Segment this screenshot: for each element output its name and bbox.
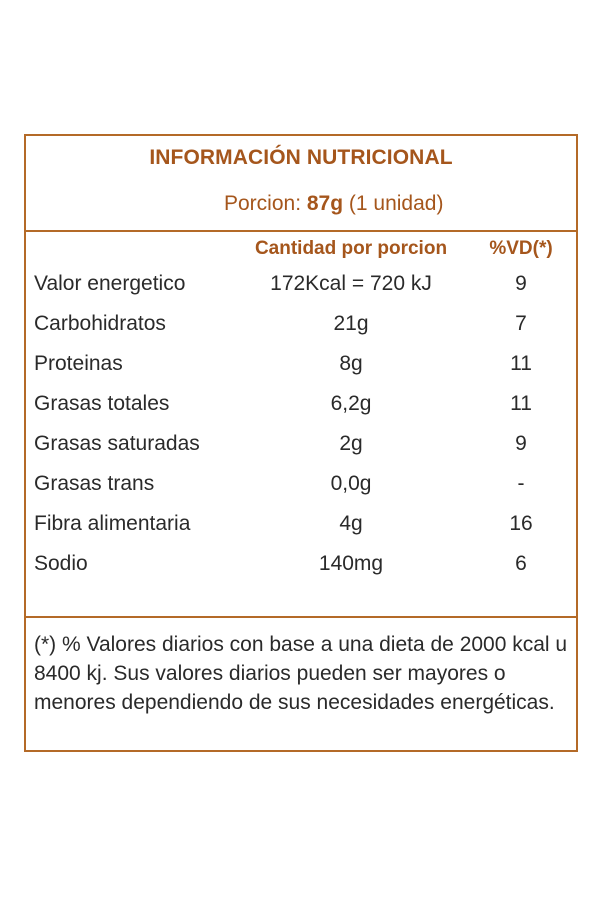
nutrient-name: Grasas saturadas <box>34 432 200 455</box>
nutrient-amount: 21g <box>333 312 369 335</box>
nutrient-name: Sodio <box>34 552 88 575</box>
nutrient-vd: 16 <box>509 512 533 535</box>
table-row <box>26 352 576 382</box>
table-row <box>26 392 576 422</box>
nutrient-vd: - <box>517 472 525 495</box>
nutrient-amount: 140mg <box>318 552 384 575</box>
nutrient-name: Carbohidratos <box>34 312 166 335</box>
portion-suffix: (1 unidad) <box>343 192 444 215</box>
nutrient-amount: 8g <box>339 352 363 375</box>
nutrient-vd: 11 <box>510 392 532 415</box>
nutrient-vd: 11 <box>510 352 532 375</box>
portion-prefix: Porcion: <box>224 192 307 215</box>
portion-line <box>224 192 443 216</box>
nutrient-name: Proteinas <box>34 352 123 375</box>
table-row <box>26 512 576 542</box>
table-row <box>26 472 576 502</box>
label-footnote-section <box>26 616 576 752</box>
nutrient-amount: 2g <box>339 432 363 455</box>
table-row <box>26 272 576 302</box>
portion-amount: 87g <box>306 192 344 215</box>
table-row <box>26 432 576 462</box>
nutrient-vd: 6 <box>515 552 527 575</box>
footnote: (*) % Valores diarios con base a una dieta de 2000 kcal u 8400 kj. Sus valores diarios pueden ser mayores o menores dependiendo de sus necesidades energéticas. <box>34 633 568 714</box>
table-row <box>26 552 576 582</box>
nutrient-vd: 9 <box>515 432 527 455</box>
label-title: INFORMACIÓN NUTRICIONAL <box>149 146 453 169</box>
column-header-vd: %VD(*) <box>489 238 553 259</box>
nutrient-name: Grasas totales <box>34 392 170 415</box>
nutrient-amount: 6,2g <box>330 392 372 415</box>
nutrient-name: Grasas trans <box>34 472 155 495</box>
nutrient-amount: 4g <box>339 512 363 535</box>
nutrient-name: Valor energetico <box>34 272 186 295</box>
nutrient-amount: 172Kcal = 720 kJ <box>270 272 432 295</box>
table-row <box>26 312 576 342</box>
nutrient-name: Fibra alimentaria <box>34 512 191 535</box>
nutrition-facts-label <box>24 134 578 752</box>
nutrient-vd: 7 <box>515 312 527 335</box>
column-header-amount: Cantidad por porcion <box>254 238 448 259</box>
nutrient-vd: 9 <box>515 272 527 295</box>
label-header <box>26 136 576 232</box>
nutrient-amount: 0,0g <box>330 472 372 495</box>
